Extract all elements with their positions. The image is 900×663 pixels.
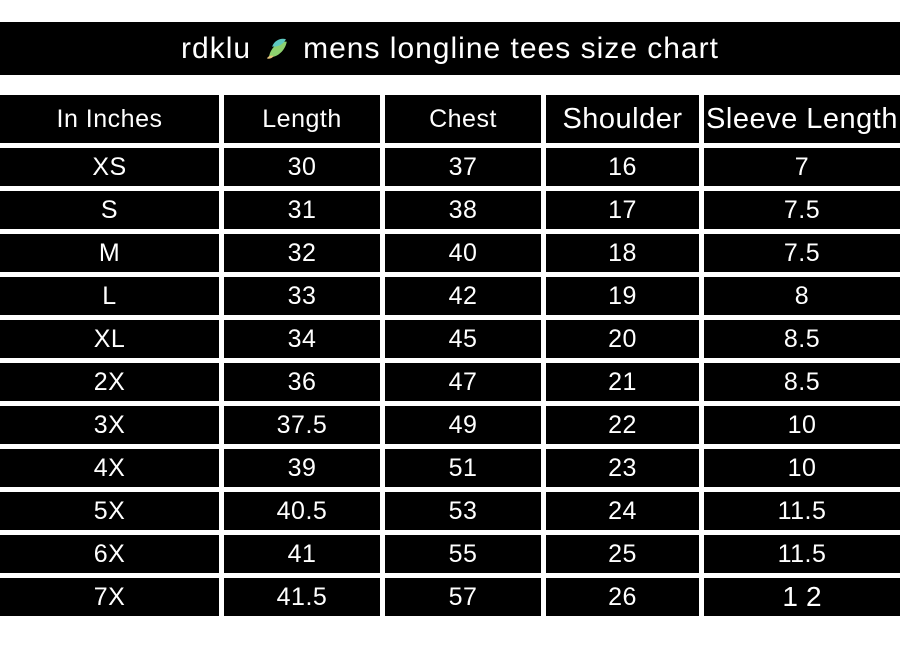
measurement-value-cell: 20 (546, 320, 699, 358)
measurement-value-cell: 57 (385, 578, 541, 616)
measurement-value-cell: 51 (385, 449, 541, 487)
size-label-cell: 2X (0, 363, 219, 401)
measurement-value-cell: 7.5 (704, 234, 900, 272)
measurement-value-cell: 53 (385, 492, 541, 530)
measurement-value-cell: 40.5 (224, 492, 380, 530)
measurement-value-cell: 39 (224, 449, 380, 487)
measurement-value-cell: 30 (224, 148, 380, 186)
title-bar (0, 22, 900, 75)
size-chart-page (0, 22, 900, 663)
column-header-in-inches: In Inches (0, 95, 219, 143)
page-title: mens longline tees size chart (303, 31, 719, 65)
measurement-value-cell: 26 (546, 578, 699, 616)
measurement-value-cell: 37 (385, 148, 541, 186)
measurement-value-cell: 7 (704, 148, 900, 186)
column-header-shoulder: Shoulder (546, 95, 699, 143)
measurement-value-cell: 10 (704, 449, 900, 487)
measurement-value-cell: 41.5 (224, 578, 380, 616)
measurement-value-cell: 18 (546, 234, 699, 272)
measurement-value-cell: 23 (546, 449, 699, 487)
brand-name: rdklu (181, 31, 252, 65)
measurement-value-cell: 55 (385, 535, 541, 573)
measurement-value-cell: 45 (385, 320, 541, 358)
measurement-value-cell: 8.5 (704, 363, 900, 401)
measurement-value-cell: 37.5 (224, 406, 380, 444)
measurement-value-cell: 22 (546, 406, 699, 444)
measurement-value-cell: 21 (546, 363, 699, 401)
size-label-cell: 6X (0, 535, 219, 573)
size-label-cell: 3X (0, 406, 219, 444)
size-label-cell: XL (0, 320, 219, 358)
measurement-value-cell: 17 (546, 191, 699, 229)
measurement-value-cell: 10 (704, 406, 900, 444)
measurement-value-cell: 7.5 (704, 191, 900, 229)
measurement-value-cell: 25 (546, 535, 699, 573)
measurement-value-cell: 8 (704, 277, 900, 315)
measurement-value-cell: 34 (224, 320, 380, 358)
measurement-value-cell: 33 (224, 277, 380, 315)
measurement-value-cell: 36 (224, 363, 380, 401)
size-label-cell: M (0, 234, 219, 272)
size-label-cell: S (0, 191, 219, 229)
column-header-length: Length (224, 95, 380, 143)
size-label-cell: 7X (0, 578, 219, 616)
measurement-value-cell: 32 (224, 234, 380, 272)
measurement-value-cell: 31 (224, 191, 380, 229)
size-label-cell: 5X (0, 492, 219, 530)
size-chart-table (0, 95, 900, 616)
measurement-value-cell: 40 (385, 234, 541, 272)
measurement-value-cell: 16 (546, 148, 699, 186)
measurement-value-cell: 11.5 (704, 535, 900, 573)
measurement-value-cell: 38 (385, 191, 541, 229)
column-header-chest: Chest (385, 95, 541, 143)
size-label-cell: 4X (0, 449, 219, 487)
leaf-icon (264, 36, 290, 62)
measurement-value-cell: 11.5 (704, 492, 900, 530)
measurement-value-cell: 19 (546, 277, 699, 315)
measurement-value-cell: 42 (385, 277, 541, 315)
measurement-value-cell: 24 (546, 492, 699, 530)
measurement-value-cell: 49 (385, 406, 541, 444)
size-label-cell: L (0, 277, 219, 315)
size-label-cell: XS (0, 148, 219, 186)
measurement-value-cell: 47 (385, 363, 541, 401)
measurement-value-cell: 41 (224, 535, 380, 573)
column-header-sleeve-length: Sleeve Length (704, 95, 900, 143)
measurement-value-cell: 12 (704, 578, 900, 616)
measurement-value-cell: 8.5 (704, 320, 900, 358)
